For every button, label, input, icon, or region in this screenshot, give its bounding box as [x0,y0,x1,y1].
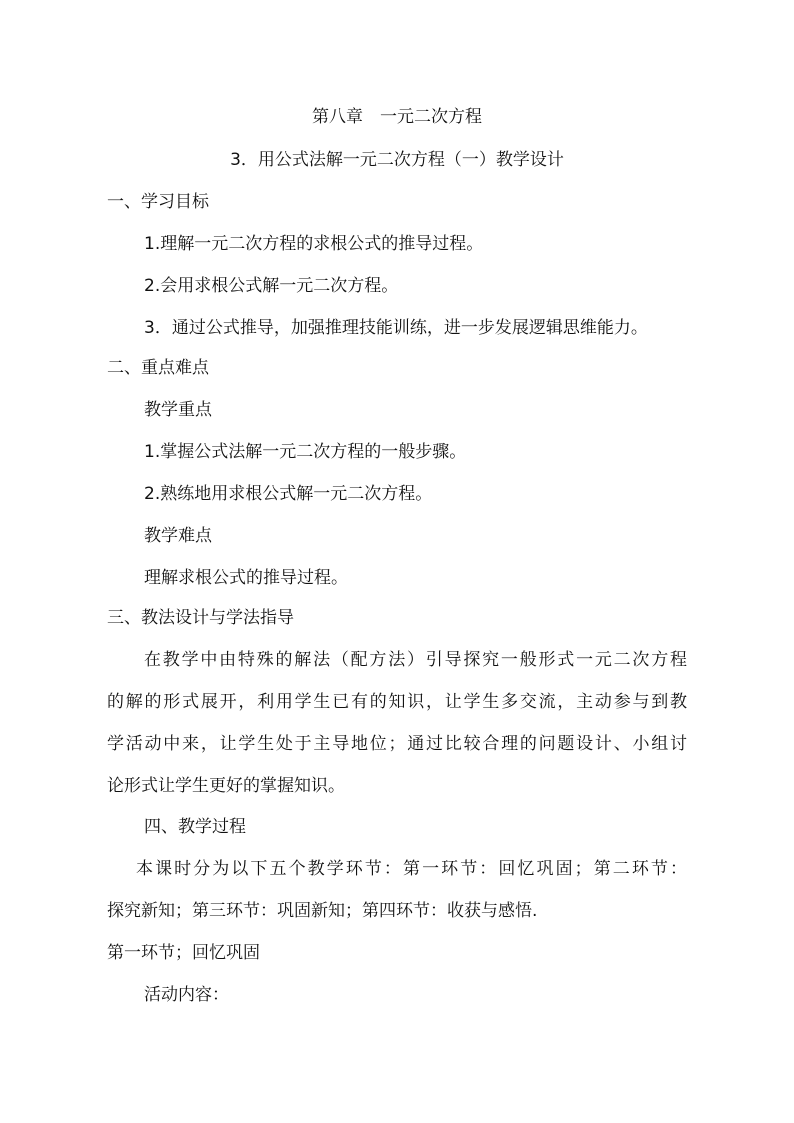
section-heading-methods: 三、教法设计与学法指导 [107,608,294,628]
difficulty-label: 教学难点 [144,526,212,546]
process-line-1: 本课时分为以下五个教学环节：第一环节：回忆巩固；第二环节： [136,859,687,879]
goal-item-3: 3．通过公式推导，加强推理技能训练，进一步发展逻辑思维能力。 [144,318,648,338]
chapter-title: 第八章 一元二次方程 [312,107,482,127]
focus-label: 教学重点 [144,400,212,420]
section-heading-key-points: 二、重点难点 [107,358,209,378]
activity-label: 活动内容： [144,985,229,1005]
methods-line-4: 论形式让学生更好的掌握知识。 [107,776,345,796]
methods-line-3: 学活动中来，让学生处于主导地位；通过比较合理的问题设计、小组讨 [107,734,687,754]
goal-item-1: 1.理解一元二次方程的求根公式的推导过程。 [144,234,484,254]
focus-item-1: 1.掌握公式法解一元二次方程的一般步骤。 [144,442,467,462]
goal-item-2: 2.会用求根公式解一元二次方程。 [144,276,399,296]
lesson-title: 3．用公式法解一元二次方程（一）教学设计 [230,150,564,170]
focus-item-2: 2.熟练地用求根公式解一元二次方程。 [144,484,433,504]
stage1-heading: 第一环节；回忆巩固 [107,943,260,963]
process-line-2: 探究新知；第三环节：巩固新知；第四环节：收获与感悟. [107,901,538,921]
section-heading-process: 四、教学过程 [144,817,246,837]
section-heading-goals: 一、学习目标 [107,192,209,212]
difficulty-text: 理解求根公式的推导过程。 [144,568,348,588]
methods-line-1: 在教学中由特殊的解法（配方法）引导探究一般形式一元二次方程 [144,650,687,670]
methods-line-2: 的解的形式展开，利用学生已有的知识，让学生多交流，主动参与到教 [107,692,687,712]
